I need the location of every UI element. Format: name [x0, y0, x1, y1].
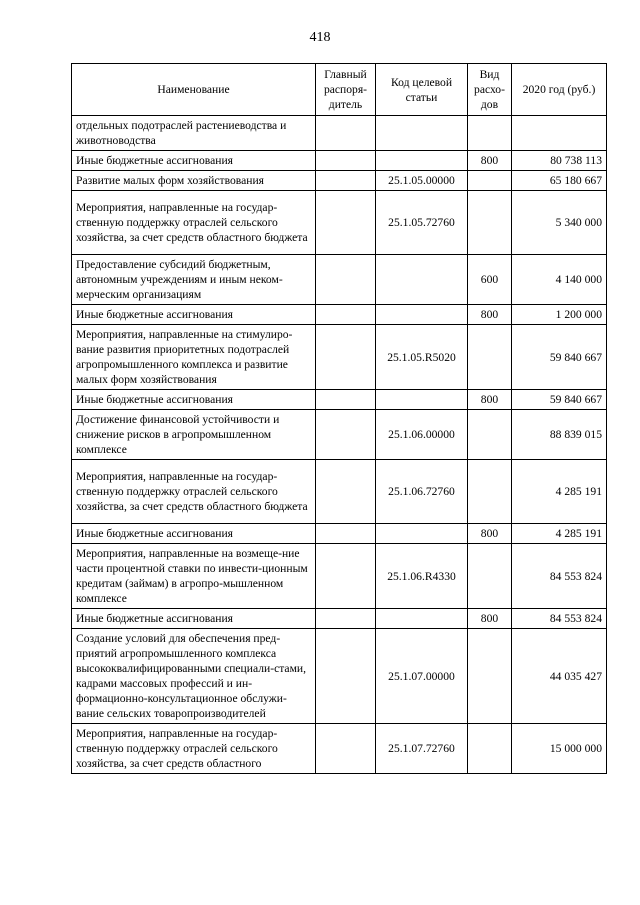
row-type: 800	[468, 151, 512, 171]
row-name: Иные бюджетные ассигнования	[72, 524, 316, 544]
row-type	[468, 171, 512, 191]
row-type	[468, 724, 512, 774]
row-amount: 1 200 000	[512, 305, 607, 325]
row-type	[468, 325, 512, 390]
row-type	[468, 629, 512, 724]
row-amount: 80 738 113	[512, 151, 607, 171]
row-name: Мероприятия, направленные на возмеще-ние части процентной ставки по инвести-ционным кредитам (займам) в агропро-мышленном комплексе	[72, 544, 316, 609]
row-name: Мероприятия, направленные на государ-ственную поддержку отраслей сельского хозяйства, за счет средств областного	[72, 724, 316, 774]
table-row	[72, 524, 607, 544]
row-type	[468, 544, 512, 609]
row-name: Мероприятия, направленные на государ-ственную поддержку отраслей сельского хозяйства, за счет средств областного бюджета	[72, 460, 316, 524]
row-amount: 4 285 191	[512, 524, 607, 544]
table-row	[72, 305, 607, 325]
row-name: отдельных подотраслей растениеводства и животноводства	[72, 116, 316, 151]
row-manager	[316, 255, 376, 305]
table-row	[72, 116, 607, 151]
row-manager	[316, 171, 376, 191]
row-type: 800	[468, 609, 512, 629]
row-type	[468, 191, 512, 255]
table-row	[72, 609, 607, 629]
row-amount: 4 140 000	[512, 255, 607, 305]
row-code	[376, 305, 468, 325]
row-manager	[316, 724, 376, 774]
header-type: Вид расхо-дов	[468, 64, 512, 116]
row-code: 25.1.07.72760	[376, 724, 468, 774]
row-type: 800	[468, 524, 512, 544]
row-type: 800	[468, 305, 512, 325]
row-name: Достижение финансовой устойчивости и снижение рисков в агропромышленном комплексе	[72, 410, 316, 460]
row-type	[468, 116, 512, 151]
table-header-row	[72, 64, 607, 116]
row-code	[376, 116, 468, 151]
header-amount: 2020 год (руб.)	[512, 64, 607, 116]
row-name: Развитие малых форм хозяйствования	[72, 171, 316, 191]
table-row	[72, 629, 607, 724]
row-amount: 59 840 667	[512, 390, 607, 410]
row-code: 25.1.05.72760	[376, 191, 468, 255]
row-name: Иные бюджетные ассигнования	[72, 305, 316, 325]
row-manager	[316, 151, 376, 171]
row-manager	[316, 460, 376, 524]
row-code: 25.1.05.00000	[376, 171, 468, 191]
header-name: Наименование	[72, 64, 316, 116]
row-amount: 65 180 667	[512, 171, 607, 191]
row-name: Иные бюджетные ассигнования	[72, 609, 316, 629]
row-manager	[316, 116, 376, 151]
row-manager	[316, 305, 376, 325]
row-manager	[316, 390, 376, 410]
row-amount: 88 839 015	[512, 410, 607, 460]
table-row	[72, 410, 607, 460]
row-amount	[512, 116, 607, 151]
row-amount: 4 285 191	[512, 460, 607, 524]
row-manager	[316, 544, 376, 609]
row-manager	[316, 609, 376, 629]
row-name: Иные бюджетные ассигнования	[72, 390, 316, 410]
row-name: Иные бюджетные ассигнования	[72, 151, 316, 171]
table-row	[72, 255, 607, 305]
row-manager	[316, 410, 376, 460]
row-type	[468, 410, 512, 460]
row-name: Мероприятия, направленные на стимулиро-вание развития приоритетных подотраслей агропромышленного комплекса и развитие малых форм хозяйствования	[72, 325, 316, 390]
table-row	[72, 390, 607, 410]
row-code	[376, 609, 468, 629]
row-manager	[316, 191, 376, 255]
row-amount: 84 553 824	[512, 544, 607, 609]
row-code	[376, 524, 468, 544]
row-manager	[316, 524, 376, 544]
table-row	[72, 151, 607, 171]
row-amount: 84 553 824	[512, 609, 607, 629]
row-code	[376, 255, 468, 305]
row-type	[468, 460, 512, 524]
row-code: 25.1.06.72760	[376, 460, 468, 524]
row-amount: 5 340 000	[512, 191, 607, 255]
row-code: 25.1.06.00000	[376, 410, 468, 460]
row-type: 600	[468, 255, 512, 305]
row-code: 25.1.05.R5020	[376, 325, 468, 390]
row-manager	[316, 629, 376, 724]
row-manager	[316, 325, 376, 390]
row-amount: 44 035 427	[512, 629, 607, 724]
table-row	[72, 191, 607, 255]
row-name: Предоставление субсидий бюджетным, автономным учреждениям и иным неком-мерческим организациям	[72, 255, 316, 305]
table-row	[72, 171, 607, 191]
header-manager: Главный распоря-дитель	[316, 64, 376, 116]
page-number: 418	[309, 30, 331, 45]
row-type: 800	[468, 390, 512, 410]
budget-table	[71, 63, 607, 774]
row-amount: 15 000 000	[512, 724, 607, 774]
row-name: Создание условий для обеспечения пред-приятий агропромышленного комплекса высококвалифицированными специали-стами, кадрами массовых профессий и ин-формационно-консультационное обслужи-вание сельских товаропроизводителей	[72, 629, 316, 724]
table-row	[72, 460, 607, 524]
row-code	[376, 151, 468, 171]
table-row	[72, 544, 607, 609]
row-code	[376, 390, 468, 410]
row-name: Мероприятия, направленные на государ-ственную поддержку отраслей сельского хозяйства, за счет средств областного бюджета	[72, 191, 316, 255]
row-code: 25.1.07.00000	[376, 629, 468, 724]
row-code: 25.1.06.R4330	[376, 544, 468, 609]
header-code: Код целевой статьи	[376, 64, 468, 116]
table-row	[72, 325, 607, 390]
table-row	[72, 724, 607, 774]
row-amount: 59 840 667	[512, 325, 607, 390]
